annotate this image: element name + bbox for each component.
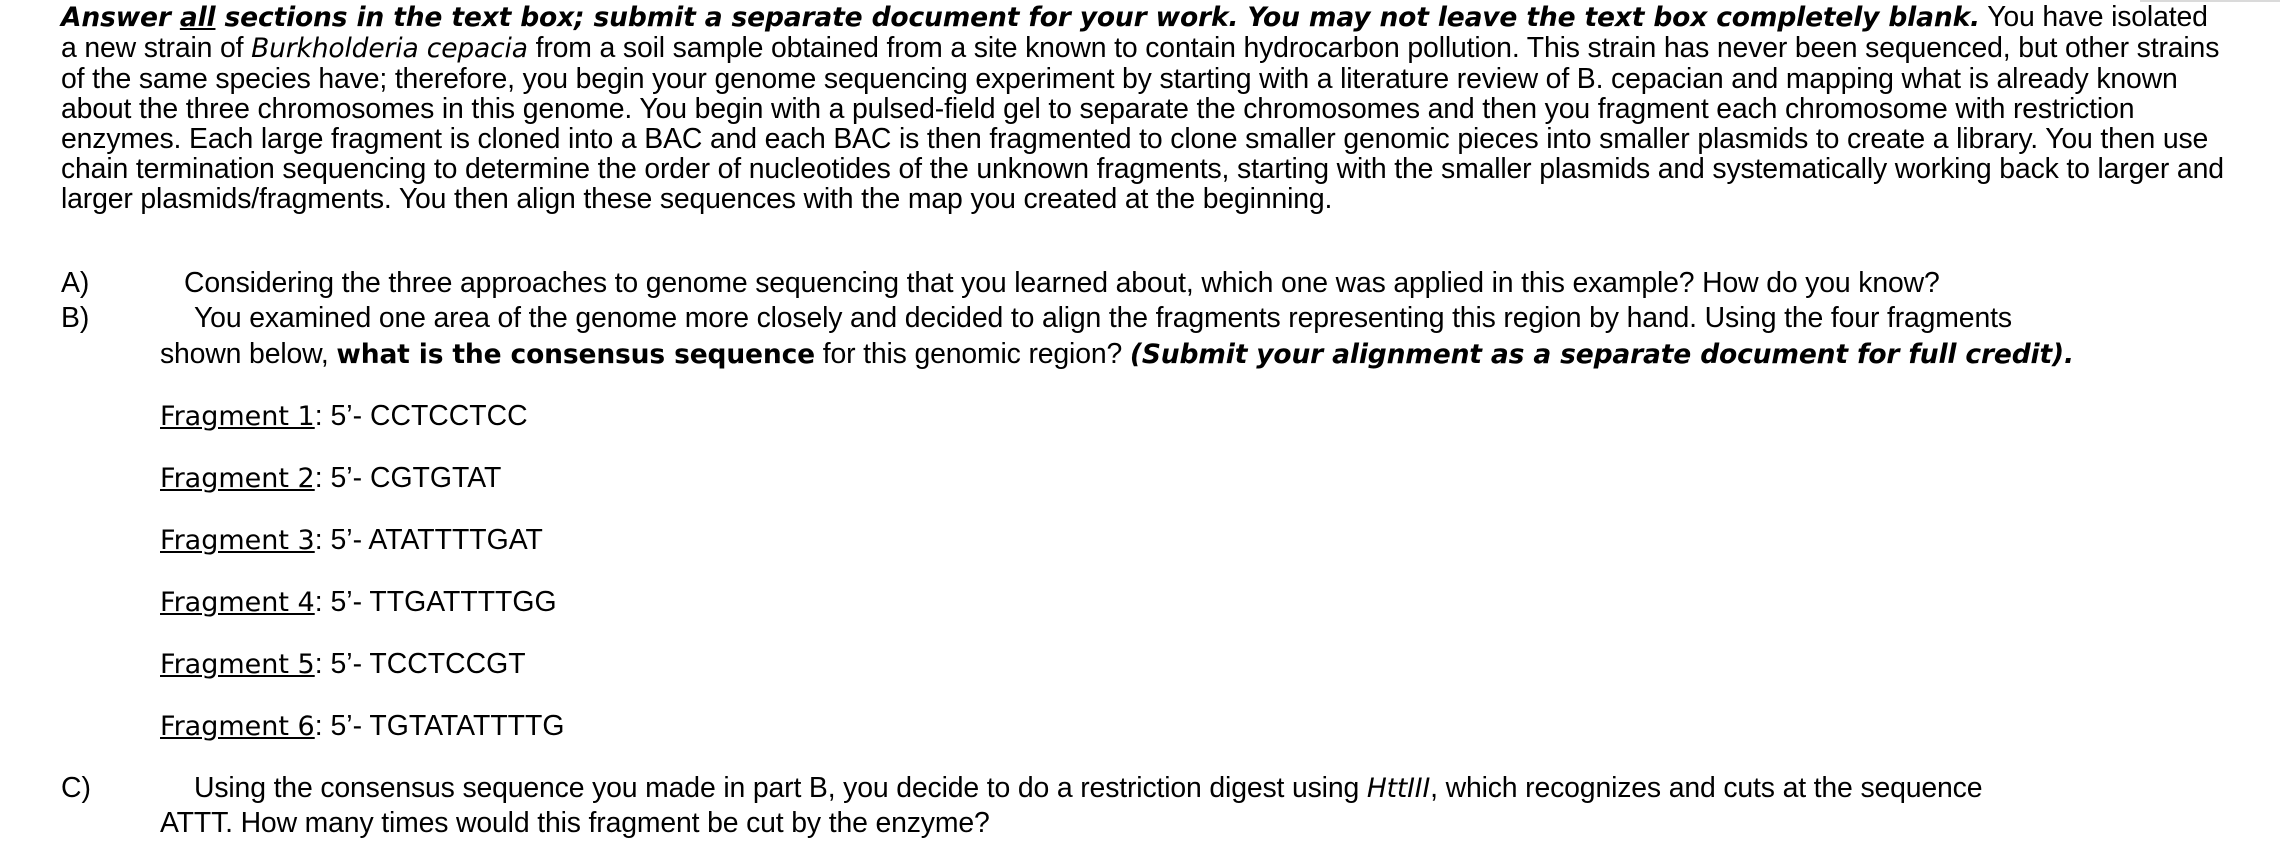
fragment-4 [160, 585, 557, 620]
fragment-sequence: : 5’- CGTGTAT [314, 462, 502, 494]
intro-paragraph [61, 2, 2231, 214]
question-b-letter: B) [61, 302, 90, 334]
fragment-sequence: : 5’- CCTCCTCC [314, 400, 528, 432]
question-a-letter: A) [61, 267, 90, 299]
fragment-label: Fragment 2 [160, 463, 315, 494]
species-name: Burkholderia cepacia [251, 33, 528, 64]
intro-text-1: You have isolated a new strain of [61, 1, 2208, 64]
question-c-line-2: ATTT. How many times would this fragment be cut by the enzyme? [160, 807, 990, 839]
question-a-text: Considering the three approaches to genome sequencing that you learned about, which one was applied in this example? How do you know? [184, 267, 1940, 299]
fragment-sequence: : 5’- TCCTCCGT [314, 648, 526, 680]
fragment-label: Fragment 1 [160, 401, 315, 432]
fragment-label: Fragment 5 [160, 649, 315, 680]
question-b-line-1: You examined one area of the genome more closely and decided to align the fragments representing this region by hand. Using the four fragments [194, 302, 2012, 334]
fragment-sequence: : 5’- ATATTTTGAT [314, 524, 543, 556]
emphasis-all: all [179, 2, 216, 33]
fragment-label: Fragment 6 [160, 711, 315, 742]
fragment-2 [160, 461, 501, 496]
enzyme-name: HttIII [1366, 773, 1431, 804]
fragment-label: Fragment 4 [160, 587, 315, 618]
question-b-line-2: shown below, what is the consensus sequence for this genomic region? (Submit your alignment as a separate document for full credit). [160, 338, 2074, 370]
fragment-label: Fragment 3 [160, 525, 315, 556]
fragment-sequence: : 5’- TTGATTTTGG [314, 586, 557, 618]
question-c-line-1: Using the consensus sequence you made in part B, you decide to do a restriction digest using HttIII, which recognizes and cuts at the sequence [194, 772, 1983, 804]
fragment-5 [160, 647, 526, 682]
question-c-letter: C) [61, 772, 91, 804]
consensus-emphasis: what is the consensus sequence [336, 339, 815, 370]
fragment-1 [160, 399, 528, 434]
fragment-3 [160, 523, 543, 558]
intro-text-2: from a soil sample obtained from a site known to contain hydrocarbon pollution. This strain has never been sequenced, but other strains of the same species have; therefore, you begin your genome sequencing experiment by starting with a literature review of B. cepacian and mapping what is already known about the three chromosomes in this genome. You begin with a pulsed-field gel to separate the chromosomes and then you fragment each chromosome with restriction enzymes. Each large fragment is cloned into a BAC and each BAC is then fragmented to clone smaller genomic pieces into smaller plasmids to create a library. You then use chain termination sequencing to determine the order of nucleotides of the unknown fragments, starting with the smaller plasmids and systematically working back to larger and larger plasmids/fragments. You then align these sequences with the map you created at the beginning. [61, 32, 2224, 215]
submission-note: (Submit your alignment as a separate document for full credit). [1129, 339, 2074, 370]
fragment-6 [160, 709, 564, 744]
instructions-lead: Answer all sections in the text box; submit a separate document for your work. You may not leave the text box completely blank. [61, 2, 1980, 33]
fragment-sequence: : 5’- TGTATATTTTG [314, 710, 565, 742]
